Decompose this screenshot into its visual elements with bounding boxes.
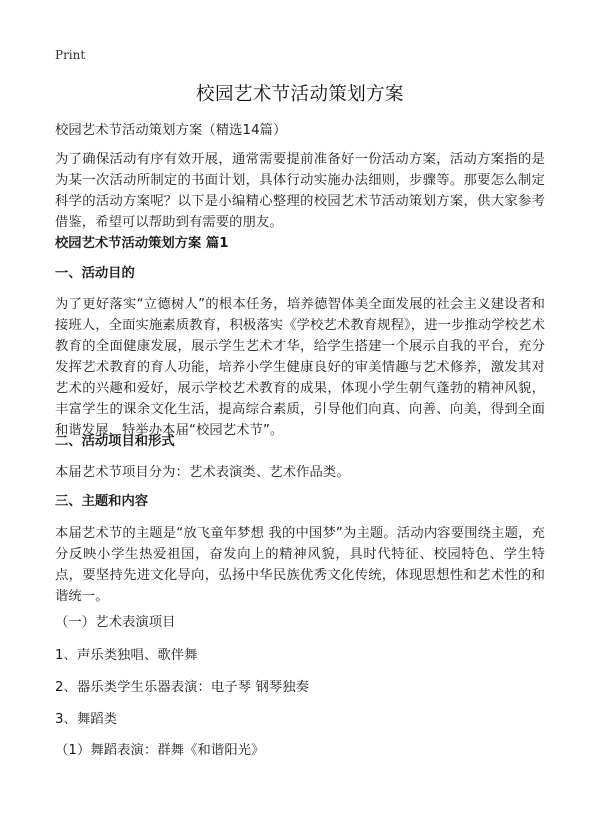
items-paragraph: 本届艺术节项目分为：艺术表演类、艺术作品类。 [55, 465, 350, 480]
heading-activity-items: 二、活动项目和形式 [55, 434, 175, 449]
heading-theme-content: 三、主题和内容 [55, 494, 149, 509]
list-item: 2、器乐类学生乐器表演：电子琴 钢琴独奏 [55, 680, 310, 695]
theme-paragraph: 本届艺术节的主题是“放飞童年梦想 我的中国梦”为主题。活动内容要围绕主题，充分反映小学生热爱祖国，奋发向上的精神风貌，具时代特征、校园特色、学生特点，要坚持先进文化导向，弘扬中华民族优秀文化传统，体现思想性和艺术性的和谐统一。 [55, 526, 545, 604]
list-item: （1）舞蹈表演：群舞《和谐阳光》 [55, 743, 265, 758]
print-label: Print [55, 48, 86, 62]
section-title: 校园艺术节活动策划方案 篇1 [55, 236, 229, 251]
list-item: 3、舞蹈类 [55, 712, 118, 727]
purpose-paragraph: 为了更好落实“立德树人”的根本任务，培养德智体美全面发展的社会主义建设者和接班人，全面实施素质教育，积极落实《学校艺术教育规程》，进一步推动学校艺术教育的全面健康发展，展示学生艺术才华，给学生搭建一个展示自我的平台，充分发挥艺术教育的育人功能，培养小学生健康良好的审美情趣与艺术修养，激发其对艺术的兴趣和爱好，展示学校艺术教育的成果，体现小学生朝气蓬勃的精神风貌，丰富学生的课余文化生活，提高综合素质，引导他们向真、向善、向美，得到全面和谐发展，特举办本届“校园艺术节”。 [55, 297, 545, 438]
heading-activity-purpose: 一、活动目的 [55, 266, 135, 281]
page-title: 校园艺术节活动策划方案 [196, 84, 404, 105]
document-subtitle: 校园艺术节活动策划方案（精选14篇） [55, 123, 287, 138]
list-item: 1、声乐类独唱、歌伴舞 [55, 648, 198, 663]
intro-paragraph: 为了确保活动有序有效开展，通常需要提前准备好一份活动方案，活动方案指的是为某一次活动所制定的书面计划，具体行动实施办法细则，步骤等。那要怎么制定科学的活动方案呢？以下是小编精心整理的校园艺术节活动策划方案，供大家参考借鉴，希望可以帮助到有需要的朋友。 [55, 152, 545, 230]
list-item: （一）艺术表演项目 [55, 615, 176, 630]
